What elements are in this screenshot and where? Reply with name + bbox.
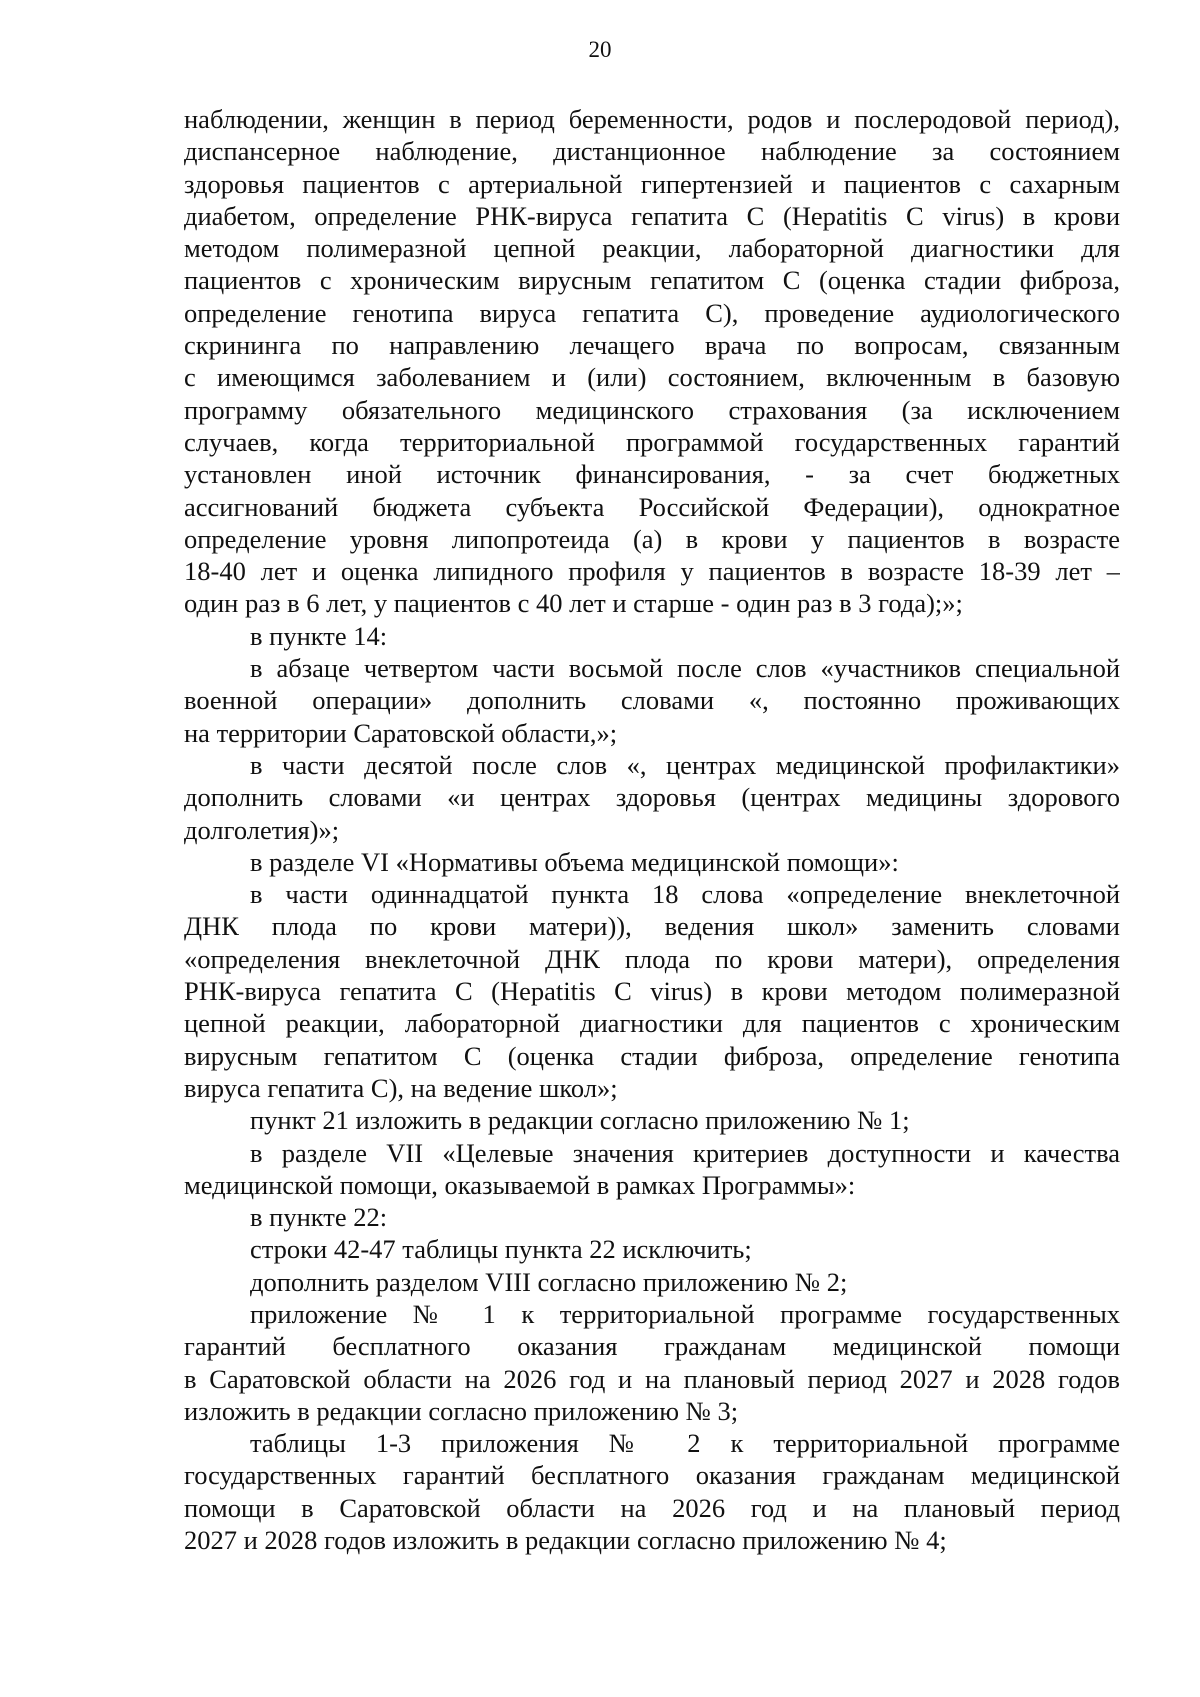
text-line: помощи в Саратовской области на 2026 год и на плановый период — [184, 1492, 1120, 1523]
text-line: вирусным гепатитом С (оценка стадии фиброза, определение генотипа — [184, 1040, 1120, 1071]
text-line: определение уровня липопротеида (а) в крови у пациентов в возрасте — [184, 523, 1120, 554]
text-line: медицинской помощи, оказываемой в рамках Программы»: — [184, 1169, 856, 1200]
text-line: таблицы 1-3 приложения № 2 к территориальной программе — [250, 1428, 1120, 1459]
page-number: 20 — [588, 37, 612, 62]
text-line: цепной реакции, лабораторной диагностики для пациентов с хроническим — [184, 1008, 1120, 1039]
text-line: здоровья пациентов с артериальной гипертензией и пациентов с сахарным — [184, 168, 1120, 199]
text-line: военной операции» дополнить словами «, постоянно проживающих — [184, 685, 1120, 716]
text-line: в разделе VII «Целевые значения критериев доступности и качества — [250, 1137, 1120, 1168]
text-line: в абзаце четвертом части восьмой после слов «участников специальной — [250, 653, 1120, 684]
text-line: диабетом, определение РНК-вируса гепатита С (Hepatitis C virus) в крови — [184, 200, 1120, 231]
text-line: методом полимеразной цепной реакции, лабораторной диагностики для — [184, 233, 1120, 264]
text-line: на территории Саратовской области,»; — [184, 717, 618, 748]
text-line: дополнить разделом VIII согласно приложению № 2; — [250, 1266, 848, 1297]
text-line: программу обязательного медицинского страхования (за исключением — [184, 394, 1120, 425]
text-line: долголетия)»; — [184, 814, 340, 845]
text-line: с имеющимся заболеванием и (или) состоянием, включенным в базовую — [184, 362, 1120, 393]
text-line: ДНК плода по крови матери)), ведения школ» заменить словами — [184, 911, 1120, 942]
text-line: приложение № 1 к территориальной программе государственных — [250, 1298, 1120, 1329]
text-line: определение генотипа вируса гепатита С), проведение аудиологического — [184, 297, 1120, 328]
text-line: в Саратовской области на 2026 год и на плановый период 2027 и 2028 годов — [184, 1363, 1120, 1394]
text-line: диспансерное наблюдение, дистанционное наблюдение за состоянием — [184, 136, 1120, 167]
text-line: РНК-вируса гепатита С (Hepatitis C virus) в крови методом полимеразной — [184, 976, 1120, 1007]
document-body-text — [184, 103, 1120, 1556]
text-line: случаев, когда территориальной программой государственных гарантий — [184, 426, 1120, 457]
text-line: изложить в редакции согласно приложению № 3; — [184, 1395, 739, 1426]
text-line: вируса гепатита С), на ведение школ»; — [184, 1072, 618, 1103]
text-line: 18-40 лет и оценка липидного профиля у пациентов в возрасте 18-39 лет – — [184, 556, 1120, 587]
text-line: 2027 и 2028 годов изложить в редакции согласно приложению № 4; — [184, 1525, 947, 1556]
text-line: один раз в 6 лет, у пациентов с 40 лет и старше - один раз в 3 года);»; — [184, 588, 963, 619]
text-line: пациентов с хроническим вирусным гепатитом С (оценка стадии фиброза, — [184, 265, 1120, 296]
text-line: в части одиннадцатой пункта 18 слова «определение внеклеточной — [250, 879, 1120, 910]
text-line: скрининга по направлению лечащего врача по вопросам, связанным — [184, 330, 1120, 361]
text-line: строки 42-47 таблицы пункта 22 исключить; — [250, 1234, 752, 1265]
text-line: наблюдении, женщин в период беременности, родов и послеродовой период), — [184, 104, 1120, 134]
text-line: пункт 21 изложить в редакции согласно приложению № 1; — [250, 1105, 910, 1136]
text-line: в разделе VI «Нормативы объема медицинской помощи»: — [250, 846, 899, 877]
text-line: в пункте 22: — [250, 1202, 388, 1233]
text-line: государственных гарантий бесплатного оказания гражданам медицинской — [184, 1460, 1120, 1491]
text-line: установлен иной источник финансирования, - за счет бюджетных — [184, 459, 1120, 490]
text-line: гарантий бесплатного оказания гражданам медицинской помощи — [184, 1331, 1120, 1362]
text-line: «определения внеклеточной ДНК плода по крови матери), определения — [184, 943, 1120, 974]
text-line: в пункте 14: — [250, 620, 388, 651]
text-line: дополнить словами «и центрах здоровья (центрах медицины здорового — [184, 782, 1120, 813]
text-line: в части десятой после слов «, центрах медицинской профилактики» — [250, 749, 1120, 780]
text-line: ассигнований бюджета субъекта Российской Федерации), однократное — [184, 491, 1120, 522]
